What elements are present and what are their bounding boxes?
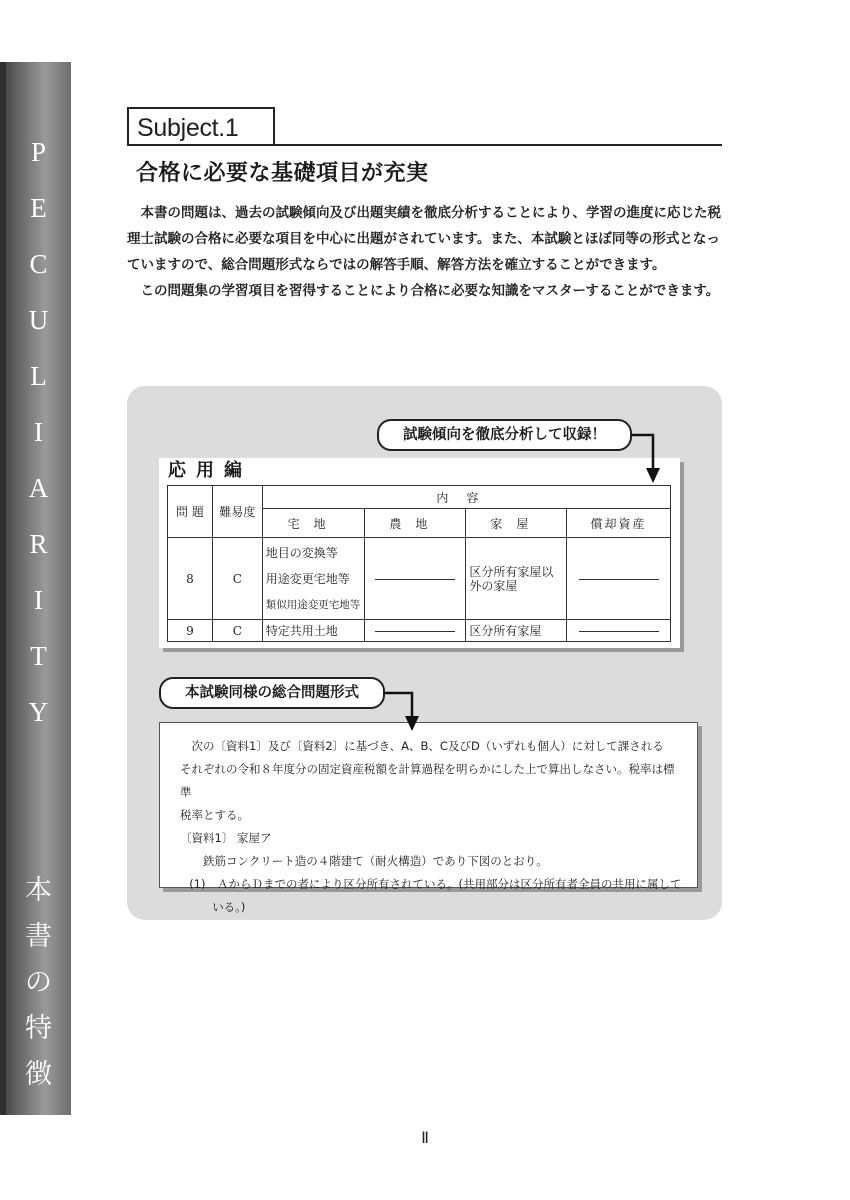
side-letter: C [29,249,48,279]
side-letter: A [28,473,49,503]
residential-cell: 特定共用土地 [262,620,365,642]
intro-paragraph: 本書の問題は、過去の試験傾向及び出題実績を徹底分析することにより、学習の進度に応じた税理士試験の合格に必要な項目を中心に出題がされています。また、本試験とほぼ同等の形式となっていますので、総合問題形式ならではの解答手順、解答方法を確立することができます。 [127,205,721,273]
side-letter: I [34,585,43,615]
subject-label: Subject.1 [127,107,275,145]
question-line: 〔資料1〕 家屋ア [180,831,272,845]
analysis-callout: 試験傾向を徹底分析して収録！ [377,419,632,451]
side-letter: U [28,305,49,335]
header-house: 家屋 [466,509,567,538]
house-item: 外の家屋 [469,578,518,593]
arrow-line [632,435,653,470]
side-kanji-char: 特 [25,1013,52,1044]
side-letter: R [29,529,48,559]
side-kanji-char: 書 [25,921,52,952]
side-letter: P [30,137,47,167]
arrow-line [385,693,412,718]
intro-paragraph: この問題集の学習項目を習得することにより合格に必要な知識をマスターすることができます。 [140,283,720,299]
house-cell: 区分所有家屋 [466,620,567,642]
header-question: 問 題 [168,486,213,538]
header-depreciable: 償却資産 [567,509,671,538]
side-kanji-char: 本 [25,875,52,906]
side-letter: E [30,193,47,223]
header-difficulty: 難易度 [212,486,262,538]
table-title: 応用編 [168,460,252,481]
house-item: 区分所有家屋以 [469,564,554,579]
question-line: いる。) [212,900,246,914]
header-farm: 農地 [365,509,466,538]
side-kanji-char: の [25,967,52,998]
page-title: 合格に必要な基礎項目が充実 [136,161,429,186]
arrow-head [646,468,660,483]
side-letter: I [34,417,43,447]
residential-item: 地目の変換等 [265,545,338,560]
side-letter: T [30,641,47,671]
question-line: 次の〔資料1〕及び〔資料2〕に基づき、A、B、C及びD（いずれも個人）に対して課される [191,739,664,753]
side-letter: L [30,361,47,391]
question-number: 8 [168,538,213,620]
question-number: 9 [168,620,213,642]
difficulty-cell: C [212,620,262,642]
residential-item: 用途変更宅地等 [265,571,350,586]
header-content: 内容 [262,486,670,509]
side-kanji-char: 徴 [25,1059,52,1090]
question-line: 税率とする。 [180,808,249,822]
header-residential: 宅地 [262,509,365,538]
difficulty-cell: C [212,538,262,620]
question-line: (1) ＡからＤまでの者により区分所有されている。(共用部分は区分所有者全員の共用に属して [189,877,682,891]
arrow-head [405,716,419,731]
page-number: Ⅱ [421,1130,429,1147]
question-line: 鉄筋コンクリート造の４階建て（耐火構造）であり下図のとおり。 [203,854,548,868]
side-letter: Y [28,697,49,727]
residential-item: 類似用途変更宅地等 [265,598,361,611]
question-line: それぞれの令和８年度分の固定資産税額を計算過程を明らかにした上で算出しなさい。税率は標準 [180,762,675,799]
format-callout: 本試験同様の総合問題形式 [159,677,385,709]
